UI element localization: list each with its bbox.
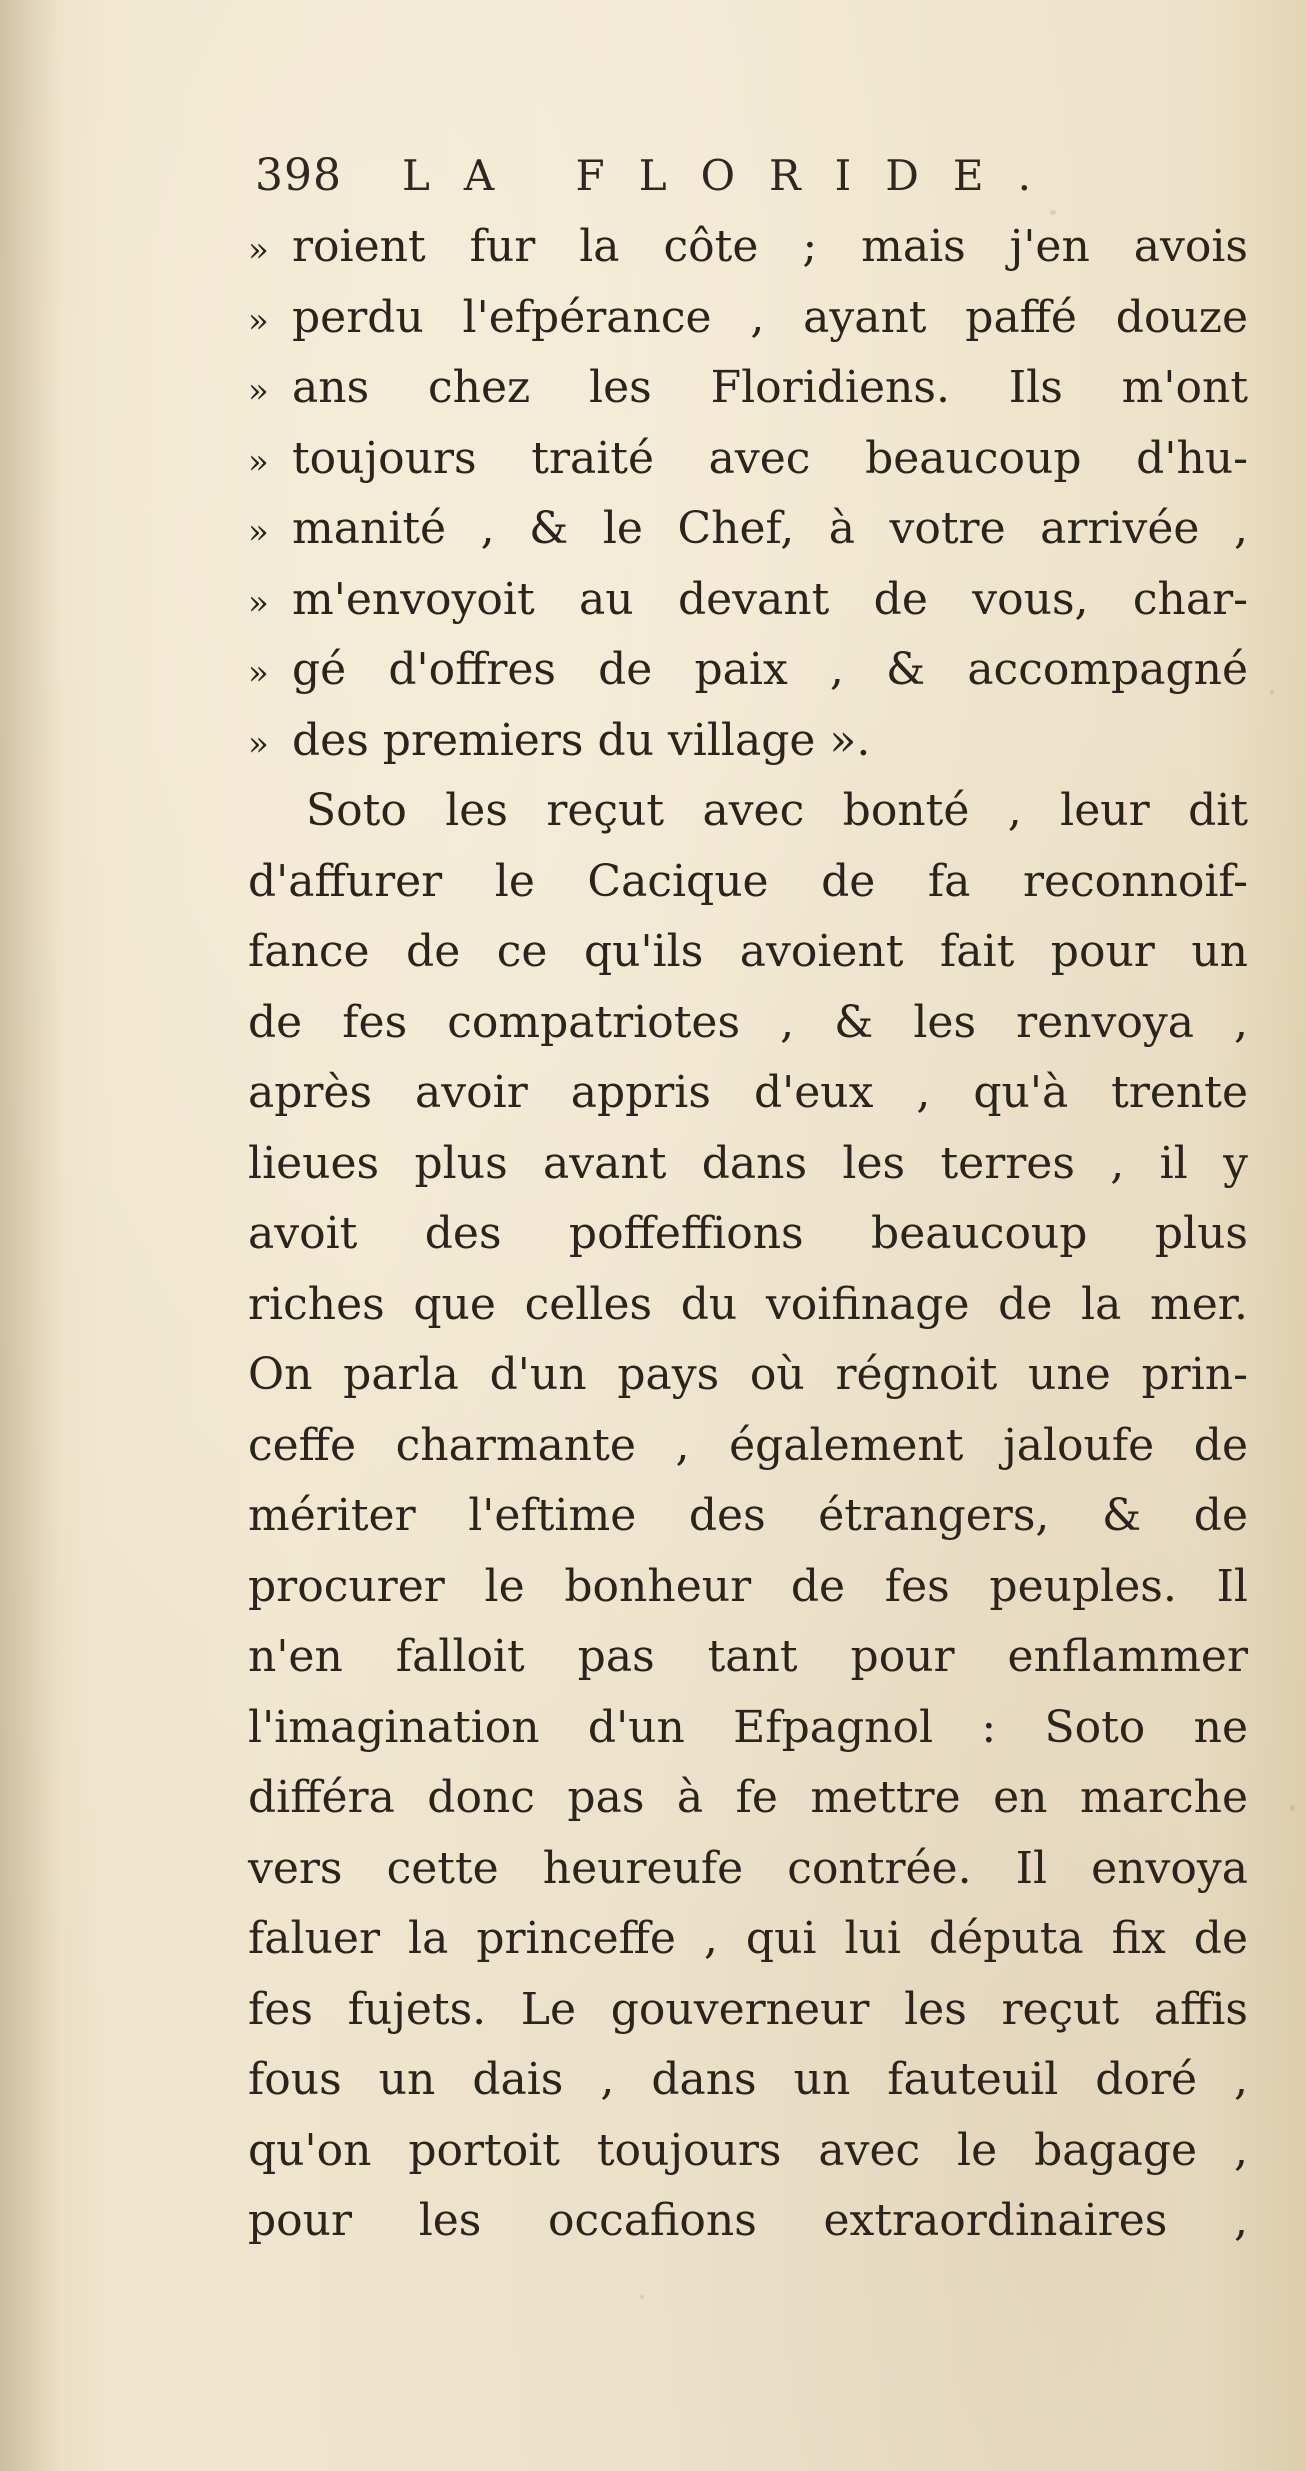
- text-line: [248, 212, 1248, 283]
- quotation-mark: »: [248, 512, 269, 552]
- text-line: mériter l'eftime des étrangers, & de: [248, 1490, 1248, 1541]
- line-text: toujours traité avec beaucoup d'hu-: [292, 432, 1248, 484]
- gutter-shadow: [0, 0, 60, 2471]
- text-line: [248, 424, 1248, 495]
- text-line: faluer la princeffe , qui lui députa fix de: [248, 1913, 1248, 1964]
- quotation-mark: »: [248, 723, 269, 764]
- text-line: ceffe charmante , également jaloufe de: [248, 1419, 1248, 1471]
- text-line: l'imagination d'un Efpagnol : Soto ne: [248, 1701, 1248, 1753]
- text-line: avoit des poffeffions beaucoup plus: [248, 1208, 1248, 1259]
- text-line: [248, 283, 1248, 354]
- text-line: procurer le bonheur de fes peuples. Il: [248, 1560, 1248, 1612]
- running-head: [255, 150, 1065, 220]
- line-text: gé d'offres de paix , & accompagné: [292, 644, 1248, 695]
- text-line: vers cette heureufe contrée. Il envoya: [248, 1842, 1248, 1894]
- text-line: différa donc pas à fe mettre en marche: [248, 1772, 1248, 1823]
- page-number: 398: [255, 150, 342, 201]
- text-line: fance de ce qu'ils avoient fait pour un: [248, 926, 1248, 977]
- quotation-mark: »: [248, 653, 269, 693]
- line-text: perdu l'efpérance , ayant paffé douze: [292, 291, 1248, 343]
- text-line: fes fujets. Le gouverneur les reçut affis: [248, 1983, 1248, 2035]
- quotation-mark: »: [248, 582, 269, 623]
- quotation-mark: »: [248, 300, 269, 341]
- text-line: d'affurer le Cacique de fa reconnoif-: [248, 855, 1248, 907]
- text-line: fous un dais , dans un fauteuil doré ,: [248, 2054, 1248, 2105]
- line-text: manité , & le Chef, à votre arrivée ,: [292, 503, 1248, 554]
- text-line: pour les occafions extraordinaires ,: [248, 2195, 1248, 2246]
- quotation-mark: »: [248, 230, 269, 270]
- text-line: [248, 635, 1248, 706]
- foxing-spot: [640, 2295, 644, 2299]
- text-line: [248, 353, 1248, 424]
- text-line: n'en falloit pas tant pour enflammer: [248, 1631, 1248, 1682]
- text-line: [248, 706, 1248, 777]
- text-line: [248, 494, 1248, 565]
- line-text: roient fur la côte ; mais j'en avois: [292, 221, 1248, 272]
- text-line: après avoir appris d'eux , qu'à trente: [248, 1067, 1248, 1118]
- running-title: LA FLORIDE.: [401, 151, 1065, 200]
- text-line: lieues plus avant dans les terres , il y: [248, 1137, 1248, 1189]
- foxing-spot: [1290, 1805, 1295, 1811]
- text-line: [248, 565, 1248, 636]
- line-text: m'envoyoit au devant de vous, char-: [292, 573, 1248, 625]
- text-line: riches que celles du voifinage de la mer.: [248, 1278, 1248, 1330]
- text-line: On parla d'un pays où régnoit une prin-: [248, 1349, 1248, 1400]
- body-text: [248, 212, 1248, 2257]
- line-text: ans chez les Floridiens. Ils m'ont: [292, 362, 1248, 413]
- foxing-spot: [1270, 690, 1274, 695]
- text-line: de fes compatriotes , & les renvoya ,: [248, 996, 1248, 1048]
- quotation-mark: »: [248, 371, 269, 411]
- text-line: qu'on portoit toujours avec le bagage ,: [248, 2124, 1248, 2176]
- line-text: des premiers du village ».: [292, 714, 871, 766]
- quotation-mark: »: [248, 441, 269, 482]
- paragraph-first-line: Soto les reçut avec bonté , leur dit: [306, 785, 1248, 836]
